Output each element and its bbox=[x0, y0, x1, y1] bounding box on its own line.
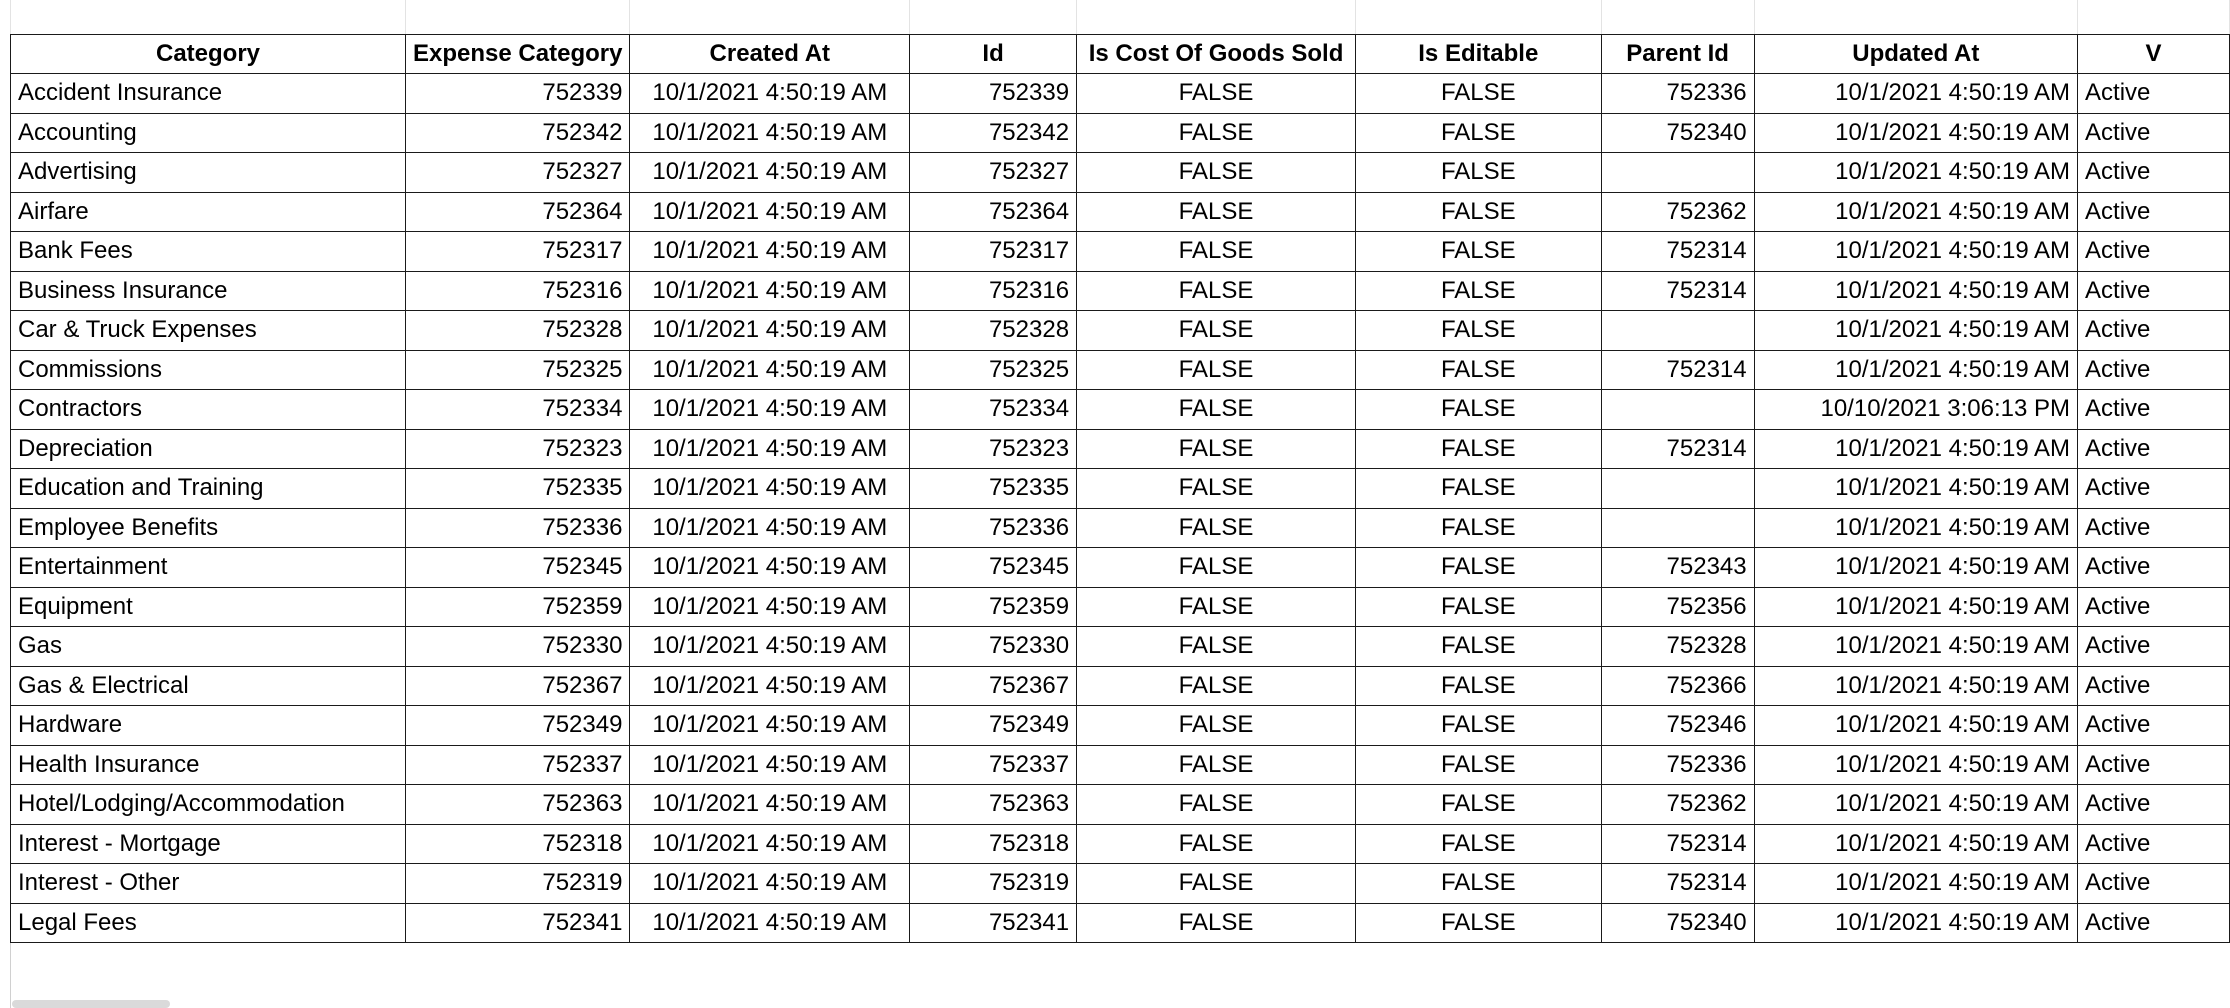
cell-parent-id[interactable]: 752356 bbox=[1601, 587, 1754, 627]
cell-is-editable[interactable]: FALSE bbox=[1356, 390, 1602, 430]
cell-updated-at[interactable]: 10/1/2021 4:50:19 AM bbox=[1754, 745, 2077, 785]
cell-expense-category[interactable]: 752342 bbox=[406, 113, 630, 153]
cell-is-editable[interactable]: FALSE bbox=[1356, 508, 1602, 548]
cell-status[interactable]: Active bbox=[2078, 548, 2230, 588]
cell-is-cogs[interactable]: FALSE bbox=[1077, 390, 1356, 430]
cell-id[interactable]: 752341 bbox=[910, 903, 1077, 943]
cell-parent-id[interactable]: 752336 bbox=[1601, 745, 1754, 785]
cell-status[interactable]: Active bbox=[2078, 232, 2230, 272]
cell-expense-category[interactable]: 752317 bbox=[406, 232, 630, 272]
table-row bbox=[11, 232, 2230, 272]
cell[interactable] bbox=[1601, 0, 1754, 34]
column-header-category[interactable]: Category bbox=[11, 34, 406, 74]
cell[interactable] bbox=[11, 0, 406, 34]
cell-category[interactable]: Bank Fees bbox=[11, 232, 406, 272]
cell-created-at[interactable]: 10/1/2021 4:50:19 AM bbox=[630, 350, 910, 390]
cell-expense-category[interactable]: 752334 bbox=[406, 390, 630, 430]
cell-created-at[interactable]: 10/1/2021 4:50:19 AM bbox=[630, 508, 910, 548]
cell-is-cogs[interactable]: FALSE bbox=[1077, 508, 1356, 548]
cell-id[interactable]: 752323 bbox=[910, 429, 1077, 469]
cell-expense-category[interactable]: 752336 bbox=[406, 508, 630, 548]
cell-updated-at[interactable]: 10/1/2021 4:50:19 AM bbox=[1754, 706, 2077, 746]
cell-expense-category[interactable]: 752364 bbox=[406, 192, 630, 232]
cell-updated-at[interactable]: 10/1/2021 4:50:19 AM bbox=[1754, 271, 2077, 311]
cell-id[interactable]: 752318 bbox=[910, 824, 1077, 864]
cell-is-cogs[interactable]: FALSE bbox=[1077, 587, 1356, 627]
table-body bbox=[11, 74, 2230, 943]
cell-status[interactable]: Active bbox=[2078, 587, 2230, 627]
cell-id[interactable]: 752330 bbox=[910, 627, 1077, 667]
cell-updated-at[interactable]: 10/1/2021 4:50:19 AM bbox=[1754, 864, 2077, 904]
cell-expense-category[interactable]: 752318 bbox=[406, 824, 630, 864]
cell-id[interactable]: 752339 bbox=[910, 74, 1077, 114]
cell-parent-id[interactable]: 752336 bbox=[1601, 74, 1754, 114]
cell-expense-category[interactable]: 752339 bbox=[406, 74, 630, 114]
cell-category[interactable]: Hotel/Lodging/Accommodation bbox=[11, 785, 406, 825]
cell[interactable] bbox=[2078, 0, 2230, 34]
column-header-is-editable[interactable]: Is Editable bbox=[1356, 34, 1602, 74]
cell-category[interactable]: Interest - Other bbox=[11, 864, 406, 904]
cell-created-at[interactable]: 10/1/2021 4:50:19 AM bbox=[630, 745, 910, 785]
cell-expense-category[interactable]: 752367 bbox=[406, 666, 630, 706]
cell-is-editable[interactable]: FALSE bbox=[1356, 469, 1602, 509]
cell-created-at[interactable]: 10/1/2021 4:50:19 AM bbox=[630, 587, 910, 627]
cell-id[interactable]: 752342 bbox=[910, 113, 1077, 153]
table-row bbox=[11, 666, 2230, 706]
cell-parent-id[interactable]: 752343 bbox=[1601, 548, 1754, 588]
cell-category[interactable]: Health Insurance bbox=[11, 745, 406, 785]
cell-created-at[interactable]: 10/1/2021 4:50:19 AM bbox=[630, 153, 910, 193]
cell-parent-id[interactable]: 752314 bbox=[1601, 350, 1754, 390]
cell-is-cogs[interactable]: FALSE bbox=[1077, 864, 1356, 904]
cell-category[interactable]: Business Insurance bbox=[11, 271, 406, 311]
empty-row bbox=[11, 0, 2230, 34]
cell-updated-at[interactable]: 10/1/2021 4:50:19 AM bbox=[1754, 113, 2077, 153]
table-row bbox=[11, 192, 2230, 232]
cell[interactable] bbox=[1077, 0, 1356, 34]
cell-is-editable[interactable]: FALSE bbox=[1356, 153, 1602, 193]
cell-is-cogs[interactable]: FALSE bbox=[1077, 666, 1356, 706]
cell-status[interactable]: Active bbox=[2078, 390, 2230, 430]
cell-is-editable[interactable]: FALSE bbox=[1356, 271, 1602, 311]
cell-created-at[interactable]: 10/1/2021 4:50:19 AM bbox=[630, 627, 910, 667]
cell-is-editable[interactable]: FALSE bbox=[1356, 706, 1602, 746]
cell-category[interactable]: Airfare bbox=[11, 192, 406, 232]
cell-status[interactable]: Active bbox=[2078, 666, 2230, 706]
cell-parent-id[interactable] bbox=[1601, 469, 1754, 509]
cell-is-editable[interactable]: FALSE bbox=[1356, 232, 1602, 272]
cell-status[interactable]: Active bbox=[2078, 469, 2230, 509]
cell-is-editable[interactable]: FALSE bbox=[1356, 429, 1602, 469]
cell-parent-id[interactable]: 752328 bbox=[1601, 627, 1754, 667]
cell-created-at[interactable]: 10/1/2021 4:50:19 AM bbox=[630, 706, 910, 746]
column-header-parent-id[interactable]: Parent Id bbox=[1601, 34, 1754, 74]
cell-category[interactable]: Gas bbox=[11, 627, 406, 667]
cell-updated-at[interactable]: 10/1/2021 4:50:19 AM bbox=[1754, 508, 2077, 548]
cell-id[interactable]: 752367 bbox=[910, 666, 1077, 706]
cell-parent-id[interactable] bbox=[1601, 508, 1754, 548]
column-header-status[interactable]: V bbox=[2078, 34, 2230, 74]
cell-id[interactable]: 752317 bbox=[910, 232, 1077, 272]
horizontal-scrollbar-thumb[interactable] bbox=[12, 1000, 170, 1008]
cell-parent-id[interactable] bbox=[1601, 153, 1754, 193]
cell-category[interactable]: Contractors bbox=[11, 390, 406, 430]
table-row bbox=[11, 153, 2230, 193]
cell-created-at[interactable]: 10/1/2021 4:50:19 AM bbox=[630, 192, 910, 232]
column-header-id[interactable]: Id bbox=[910, 34, 1077, 74]
cell-expense-category[interactable]: 752323 bbox=[406, 429, 630, 469]
cell-created-at[interactable]: 10/1/2021 4:50:19 AM bbox=[630, 548, 910, 588]
table-row bbox=[11, 113, 2230, 153]
table-row bbox=[11, 824, 2230, 864]
cell-is-cogs[interactable]: FALSE bbox=[1077, 153, 1356, 193]
column-header-created-at[interactable]: Created At bbox=[630, 34, 910, 74]
cell-id[interactable]: 752337 bbox=[910, 745, 1077, 785]
cell-status[interactable]: Active bbox=[2078, 627, 2230, 667]
cell-expense-category[interactable]: 752330 bbox=[406, 627, 630, 667]
cell-created-at[interactable]: 10/1/2021 4:50:19 AM bbox=[630, 232, 910, 272]
cell-is-editable[interactable]: FALSE bbox=[1356, 627, 1602, 667]
cell-expense-category[interactable]: 752345 bbox=[406, 548, 630, 588]
cell-expense-category[interactable]: 752363 bbox=[406, 785, 630, 825]
cell-parent-id[interactable]: 752314 bbox=[1601, 429, 1754, 469]
cell-is-cogs[interactable]: FALSE bbox=[1077, 627, 1356, 667]
table-row bbox=[11, 706, 2230, 746]
cell-parent-id[interactable]: 752314 bbox=[1601, 864, 1754, 904]
cell-status[interactable]: Active bbox=[2078, 706, 2230, 746]
cell-is-cogs[interactable]: FALSE bbox=[1077, 706, 1356, 746]
cell-is-cogs[interactable]: FALSE bbox=[1077, 903, 1356, 943]
cell-parent-id[interactable]: 752362 bbox=[1601, 192, 1754, 232]
table-row bbox=[11, 350, 2230, 390]
cell-is-editable[interactable]: FALSE bbox=[1356, 548, 1602, 588]
cell-updated-at[interactable]: 10/1/2021 4:50:19 AM bbox=[1754, 666, 2077, 706]
cell-status[interactable]: Active bbox=[2078, 113, 2230, 153]
cell-is-editable[interactable]: FALSE bbox=[1356, 74, 1602, 114]
column-header-is-cogs[interactable]: Is Cost Of Goods Sold bbox=[1077, 34, 1356, 74]
cell-is-editable[interactable]: FALSE bbox=[1356, 587, 1602, 627]
cell-is-editable[interactable]: FALSE bbox=[1356, 785, 1602, 825]
cell-status[interactable]: Active bbox=[2078, 824, 2230, 864]
cell-id[interactable]: 752327 bbox=[910, 153, 1077, 193]
cell-created-at[interactable]: 10/1/2021 4:50:19 AM bbox=[630, 113, 910, 153]
cell-updated-at[interactable]: 10/1/2021 4:50:19 AM bbox=[1754, 350, 2077, 390]
cell-id[interactable]: 752364 bbox=[910, 192, 1077, 232]
cell-status[interactable]: Active bbox=[2078, 903, 2230, 943]
cell-is-cogs[interactable]: FALSE bbox=[1077, 271, 1356, 311]
table-row bbox=[11, 864, 2230, 904]
cell-is-editable[interactable]: FALSE bbox=[1356, 311, 1602, 351]
cell-parent-id[interactable]: 752362 bbox=[1601, 785, 1754, 825]
cell-expense-category[interactable]: 752316 bbox=[406, 271, 630, 311]
cell-is-cogs[interactable]: FALSE bbox=[1077, 824, 1356, 864]
cell-parent-id[interactable]: 752340 bbox=[1601, 113, 1754, 153]
cell-parent-id[interactable] bbox=[1601, 311, 1754, 351]
cell-created-at[interactable]: 10/1/2021 4:50:19 AM bbox=[630, 429, 910, 469]
table-row bbox=[11, 548, 2230, 588]
cell-expense-category[interactable]: 752349 bbox=[406, 706, 630, 746]
table-row bbox=[11, 745, 2230, 785]
cell-id[interactable]: 752335 bbox=[910, 469, 1077, 509]
cell-category[interactable]: Entertainment bbox=[11, 548, 406, 588]
cell-expense-category[interactable]: 752335 bbox=[406, 469, 630, 509]
cell-status[interactable]: Active bbox=[2078, 311, 2230, 351]
cell-updated-at[interactable]: 10/1/2021 4:50:19 AM bbox=[1754, 785, 2077, 825]
cell-is-cogs[interactable]: FALSE bbox=[1077, 311, 1356, 351]
table-row bbox=[11, 390, 2230, 430]
cell[interactable] bbox=[910, 0, 1077, 34]
cell-id[interactable]: 752328 bbox=[910, 311, 1077, 351]
cell-created-at[interactable]: 10/1/2021 4:50:19 AM bbox=[630, 311, 910, 351]
cell-category[interactable]: Interest - Mortgage bbox=[11, 824, 406, 864]
cell-status[interactable]: Active bbox=[2078, 508, 2230, 548]
table-row bbox=[11, 311, 2230, 351]
cell-created-at[interactable]: 10/1/2021 4:50:19 AM bbox=[630, 390, 910, 430]
column-header-expense-category[interactable]: Expense Category bbox=[406, 34, 630, 74]
cell-id[interactable]: 752363 bbox=[910, 785, 1077, 825]
cell-updated-at[interactable]: 10/1/2021 4:50:19 AM bbox=[1754, 627, 2077, 667]
cell-id[interactable]: 752349 bbox=[910, 706, 1077, 746]
data-table bbox=[10, 0, 2230, 943]
cell-is-cogs[interactable]: FALSE bbox=[1077, 429, 1356, 469]
cell-updated-at[interactable]: 10/1/2021 4:50:19 AM bbox=[1754, 311, 2077, 351]
cell-created-at[interactable]: 10/1/2021 4:50:19 AM bbox=[630, 666, 910, 706]
cell-id[interactable]: 752359 bbox=[910, 587, 1077, 627]
cell-created-at[interactable]: 10/1/2021 4:50:19 AM bbox=[630, 74, 910, 114]
table-row bbox=[11, 429, 2230, 469]
cell-is-cogs[interactable]: FALSE bbox=[1077, 232, 1356, 272]
cell-updated-at[interactable]: 10/10/2021 3:06:13 PM bbox=[1754, 390, 2077, 430]
cell-id[interactable]: 752336 bbox=[910, 508, 1077, 548]
cell-parent-id[interactable] bbox=[1601, 390, 1754, 430]
cell-status[interactable]: Active bbox=[2078, 745, 2230, 785]
cell-id[interactable]: 752345 bbox=[910, 548, 1077, 588]
cell-category[interactable]: Education and Training bbox=[11, 469, 406, 509]
cell-created-at[interactable]: 10/1/2021 4:50:19 AM bbox=[630, 785, 910, 825]
cell-is-cogs[interactable]: FALSE bbox=[1077, 74, 1356, 114]
cell-category[interactable]: Gas & Electrical bbox=[11, 666, 406, 706]
table-row bbox=[11, 587, 2230, 627]
cell-id[interactable]: 752319 bbox=[910, 864, 1077, 904]
cell-category[interactable]: Employee Benefits bbox=[11, 508, 406, 548]
table-row bbox=[11, 74, 2230, 114]
cell-status[interactable]: Active bbox=[2078, 785, 2230, 825]
cell-updated-at[interactable]: 10/1/2021 4:50:19 AM bbox=[1754, 153, 2077, 193]
cell-updated-at[interactable]: 10/1/2021 4:50:19 AM bbox=[1754, 587, 2077, 627]
table-row bbox=[11, 271, 2230, 311]
cell-category[interactable]: Accounting bbox=[11, 113, 406, 153]
table-row bbox=[11, 508, 2230, 548]
cell-parent-id[interactable]: 752340 bbox=[1601, 903, 1754, 943]
cell-category[interactable]: Advertising bbox=[11, 153, 406, 193]
header-row bbox=[11, 34, 2230, 74]
table-row bbox=[11, 627, 2230, 667]
cell-parent-id[interactable]: 752366 bbox=[1601, 666, 1754, 706]
cell[interactable] bbox=[630, 0, 910, 34]
cell-created-at[interactable]: 10/1/2021 4:50:19 AM bbox=[630, 864, 910, 904]
cell-id[interactable]: 752316 bbox=[910, 271, 1077, 311]
cell-is-editable[interactable]: FALSE bbox=[1356, 113, 1602, 153]
cell-status[interactable]: Active bbox=[2078, 192, 2230, 232]
cell-expense-category[interactable]: 752327 bbox=[406, 153, 630, 193]
cell-is-editable[interactable]: FALSE bbox=[1356, 350, 1602, 390]
cell-expense-category[interactable]: 752341 bbox=[406, 903, 630, 943]
cell-updated-at[interactable]: 10/1/2021 4:50:19 AM bbox=[1754, 74, 2077, 114]
cell-status[interactable]: Active bbox=[2078, 350, 2230, 390]
cell-is-editable[interactable]: FALSE bbox=[1356, 903, 1602, 943]
table-row bbox=[11, 903, 2230, 943]
cell-category[interactable]: Legal Fees bbox=[11, 903, 406, 943]
cell-updated-at[interactable]: 10/1/2021 4:50:19 AM bbox=[1754, 824, 2077, 864]
cell-status[interactable]: Active bbox=[2078, 74, 2230, 114]
cell[interactable] bbox=[1754, 0, 2077, 34]
cell-category[interactable]: Commissions bbox=[11, 350, 406, 390]
cell-updated-at[interactable]: 10/1/2021 4:50:19 AM bbox=[1754, 192, 2077, 232]
cell-updated-at[interactable]: 10/1/2021 4:50:19 AM bbox=[1754, 469, 2077, 509]
cell-updated-at[interactable]: 10/1/2021 4:50:19 AM bbox=[1754, 903, 2077, 943]
cell-category[interactable]: Hardware bbox=[11, 706, 406, 746]
cell-is-cogs[interactable]: FALSE bbox=[1077, 350, 1356, 390]
cell-category[interactable]: Car & Truck Expenses bbox=[11, 311, 406, 351]
cell[interactable] bbox=[1356, 0, 1602, 34]
cell-status[interactable]: Active bbox=[2078, 271, 2230, 311]
cell-status[interactable]: Active bbox=[2078, 153, 2230, 193]
cell-category[interactable]: Accident Insurance bbox=[11, 74, 406, 114]
cell-created-at[interactable]: 10/1/2021 4:50:19 AM bbox=[630, 271, 910, 311]
cell-expense-category[interactable]: 752325 bbox=[406, 350, 630, 390]
cell-id[interactable]: 752334 bbox=[910, 390, 1077, 430]
cell-created-at[interactable]: 10/1/2021 4:50:19 AM bbox=[630, 824, 910, 864]
cell-is-editable[interactable]: FALSE bbox=[1356, 864, 1602, 904]
cell-updated-at[interactable]: 10/1/2021 4:50:19 AM bbox=[1754, 548, 2077, 588]
cell-parent-id[interactable]: 752314 bbox=[1601, 232, 1754, 272]
cell-expense-category[interactable]: 752359 bbox=[406, 587, 630, 627]
cell-is-cogs[interactable]: FALSE bbox=[1077, 192, 1356, 232]
cell-is-editable[interactable]: FALSE bbox=[1356, 824, 1602, 864]
cell[interactable] bbox=[406, 0, 630, 34]
cell-parent-id[interactable]: 752314 bbox=[1601, 271, 1754, 311]
cell-is-cogs[interactable]: FALSE bbox=[1077, 113, 1356, 153]
cell-parent-id[interactable]: 752346 bbox=[1601, 706, 1754, 746]
cell-status[interactable]: Active bbox=[2078, 429, 2230, 469]
cell-expense-category[interactable]: 752328 bbox=[406, 311, 630, 351]
cell-is-cogs[interactable]: FALSE bbox=[1077, 548, 1356, 588]
cell-created-at[interactable]: 10/1/2021 4:50:19 AM bbox=[630, 469, 910, 509]
cell-is-cogs[interactable]: FALSE bbox=[1077, 745, 1356, 785]
column-header-updated-at[interactable]: Updated At bbox=[1754, 34, 2077, 74]
cell-id[interactable]: 752325 bbox=[910, 350, 1077, 390]
cell-is-editable[interactable]: FALSE bbox=[1356, 745, 1602, 785]
cell-is-editable[interactable]: FALSE bbox=[1356, 192, 1602, 232]
cell-is-editable[interactable]: FALSE bbox=[1356, 666, 1602, 706]
cell-category[interactable]: Depreciation bbox=[11, 429, 406, 469]
cell-is-cogs[interactable]: FALSE bbox=[1077, 469, 1356, 509]
cell-expense-category[interactable]: 752337 bbox=[406, 745, 630, 785]
cell-created-at[interactable]: 10/1/2021 4:50:19 AM bbox=[630, 903, 910, 943]
cell-updated-at[interactable]: 10/1/2021 4:50:19 AM bbox=[1754, 232, 2077, 272]
cell-updated-at[interactable]: 10/1/2021 4:50:19 AM bbox=[1754, 429, 2077, 469]
cell-category[interactable]: Equipment bbox=[11, 587, 406, 627]
cell-expense-category[interactable]: 752319 bbox=[406, 864, 630, 904]
table-row bbox=[11, 469, 2230, 509]
table-row bbox=[11, 785, 2230, 825]
cell-status[interactable]: Active bbox=[2078, 864, 2230, 904]
cell-is-cogs[interactable]: FALSE bbox=[1077, 785, 1356, 825]
cell-parent-id[interactable]: 752314 bbox=[1601, 824, 1754, 864]
